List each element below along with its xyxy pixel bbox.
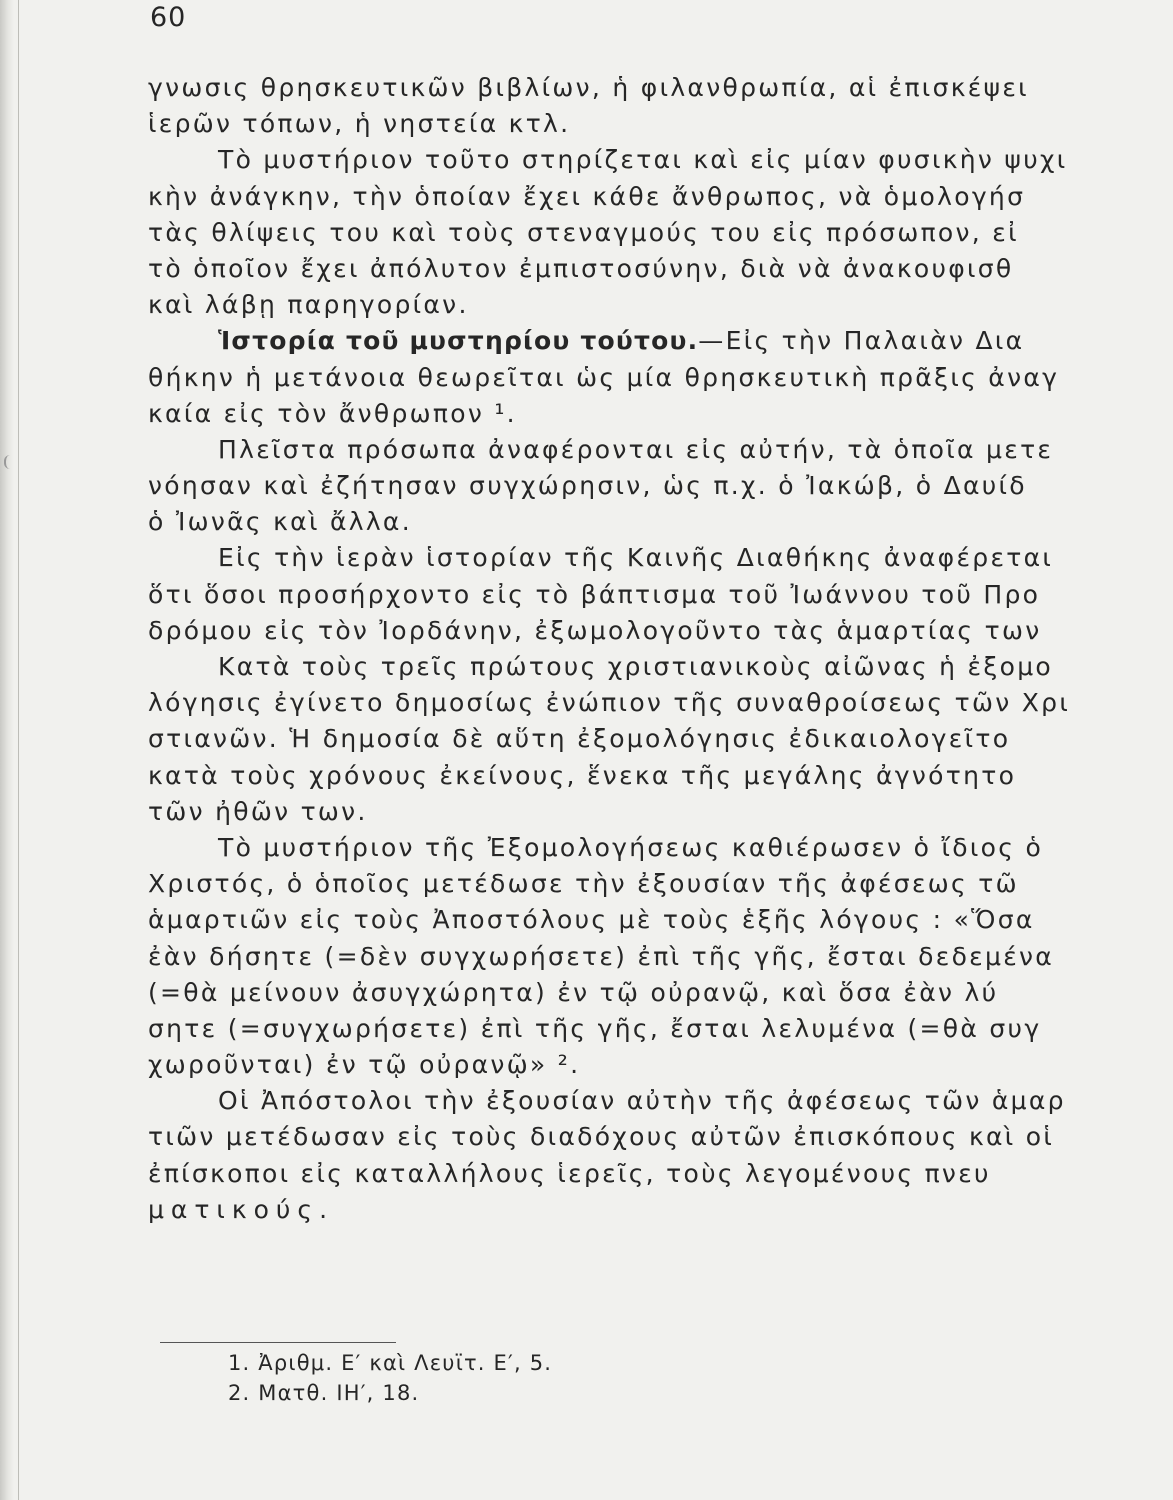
section-heading: Ἱστορία τοῦ μυστηρίου τούτου. <box>218 326 699 356</box>
text-line: ματικούς. <box>148 1194 335 1224</box>
text-line: γνωσις θρησκευτικῶν βιβλίων, ἡ φιλανθρωπία, αἱ ἐπισκέψει <box>148 73 1029 102</box>
text-line: Χριστός, ὁ ὁποῖος μετέδωσε τὴν ἐξουσίαν τῆς ἀφέσεως τῶ <box>148 869 1019 899</box>
text-line: καὶ λάβῃ παρηγορίαν. <box>148 290 469 320</box>
body-text <box>148 70 1173 1228</box>
page-number: 60 <box>150 2 187 33</box>
text-line: κατὰ τοὺς χρόνους ἐκείνους, ἕνεκα τῆς μεγάλης ἀγνότητο <box>148 760 1017 790</box>
text-line: τὰς θλίψεις του καὶ τοὺς στεναγμούς του εἰς πρόσωπον, εἰ <box>148 217 1019 247</box>
text-line: νόησαν καὶ ἐζήτησαν συγχώρησιν, ὡς π.χ. ὁ Ἰακώβ, ὁ Δαυίδ <box>148 471 1027 501</box>
text-line: ὁ Ἰωνᾶς καὶ ἄλλα. <box>148 507 412 537</box>
paragraph-start-line: Τὸ μυστήριον τοῦτο στηρίζεται καὶ εἰς μίαν φυσικὴν ψυχι <box>218 145 1068 175</box>
margin-mark <box>4 455 12 469</box>
text-line: λόγησις ἐγίνετο δημοσίως ἐνώπιον τῆς συναθροίσεως τῶν Χρι <box>148 688 1071 718</box>
text-line: τῶν ἠθῶν των. <box>148 796 368 826</box>
text-line: χωροῦνται) ἐν τῷ οὐρανῷ» ². <box>148 1050 581 1080</box>
page-binding-shadow <box>0 0 14 1500</box>
text-line: τιῶν μετέδωσαν εἰς τοὺς διαδόχους αὐτῶν ἐπισκόπους καὶ οἱ <box>148 1122 1055 1152</box>
text-line: ἐπίσκοποι εἰς καταλλήλους ἱερεῖς, τοὺς λεγομένους πνευ <box>148 1158 991 1188</box>
text-line: στιανῶν. Ἡ δημοσία δὲ αὕτη ἐξομολόγησις ἐδικαιολογεῖτο <box>148 724 1011 754</box>
footnote: 2. Ματθ. ΙΗ′, 18. <box>228 1381 420 1405</box>
text-line: (=θὰ μείνουν ἀσυγχώρητα) ἐν τῷ οὐρανῷ, καὶ ὅσα ἐὰν λύ <box>148 977 999 1007</box>
text-line: ἐὰν δήσητε (=δὲν συγχωρήσετε) ἐπὶ τῆς γῆς, ἔσται δεδεμένα <box>148 941 1055 971</box>
paragraph-start-line: Κατὰ τοὺς τρεῖς πρώτους χριστιανικοὺς αἰῶνας ἡ ἐξομο <box>218 652 1054 681</box>
section-heading-line <box>148 323 1173 359</box>
footnotes <box>228 1342 552 1408</box>
paragraph-start-line: Εἰς τὴν ἱερὰν ἱστορίαν τῆς Καινῆς Διαθήκης ἀναφέρεται <box>218 543 1054 573</box>
text-line: σητε (=συγχωρήσετε) ἐπὶ τῆς γῆς, ἔσται λελυμένα (=θὰ συγ <box>148 1013 1042 1043</box>
text-line: κὴν ἀνάγκην, τὴν ὁποίαν ἔχει κάθε ἄνθρωπος, νὰ ὁμολογήσ <box>148 181 1026 211</box>
text-line: ἁμαρτιῶν εἰς τοὺς Ἀποστόλους μὲ τοὺς ἑξῆς λόγους : «Ὅσα <box>148 905 1035 935</box>
text-line: ἱερῶν τόπων, ἡ νηστεία κτλ. <box>148 109 571 139</box>
text-line: δρόμου εἰς τὸν Ἰορδάνην, ἐξωμολογοῦντο τὰς ἁμαρτίας των <box>148 615 1042 645</box>
paragraph-start-line: Πλεῖστα πρόσωπα ἀναφέρονται εἰς αὐτήν, τὰ ὁποῖα μετε <box>218 434 1054 464</box>
paragraph-start-line: Τὸ μυστήριον τῆς Ἐξομολογήσεως καθιέρωσεν ὁ ἴδιος ὁ <box>218 832 1044 862</box>
text-line: καία εἰς τὸν ἄνθρωπον ¹. <box>148 398 517 428</box>
footnote: 1. Ἀριθμ. Ε′ καὶ Λευϊτ. Ε′, 5. <box>228 1351 553 1375</box>
text-line: θήκην ἡ μετάνοια θεωρεῖται ὡς μία θρησκευτικὴ πρᾶξις ἀναγ <box>148 362 1060 392</box>
paragraph-start-line: Οἱ Ἀπόστολοι τὴν ἐξουσίαν αὐτὴν τῆς ἀφέσεως τῶν ἁμαρ <box>218 1086 1066 1116</box>
page-binding-edge <box>18 0 19 1500</box>
text-line: ὅτι ὅσοι προσήρχοντο εἰς τὸ βάπτισμα τοῦ Ἰωάννου τοῦ Προ <box>148 579 1041 609</box>
text-line: τὸ ὁποῖον ἔχει ἀπόλυτον ἐμπιστοσύνην, διὰ νὰ ἀνακουφισθ <box>148 253 1014 283</box>
section-heading-continuation: —Εἰς τὴν Παλαιὰν Δια <box>698 326 1025 356</box>
